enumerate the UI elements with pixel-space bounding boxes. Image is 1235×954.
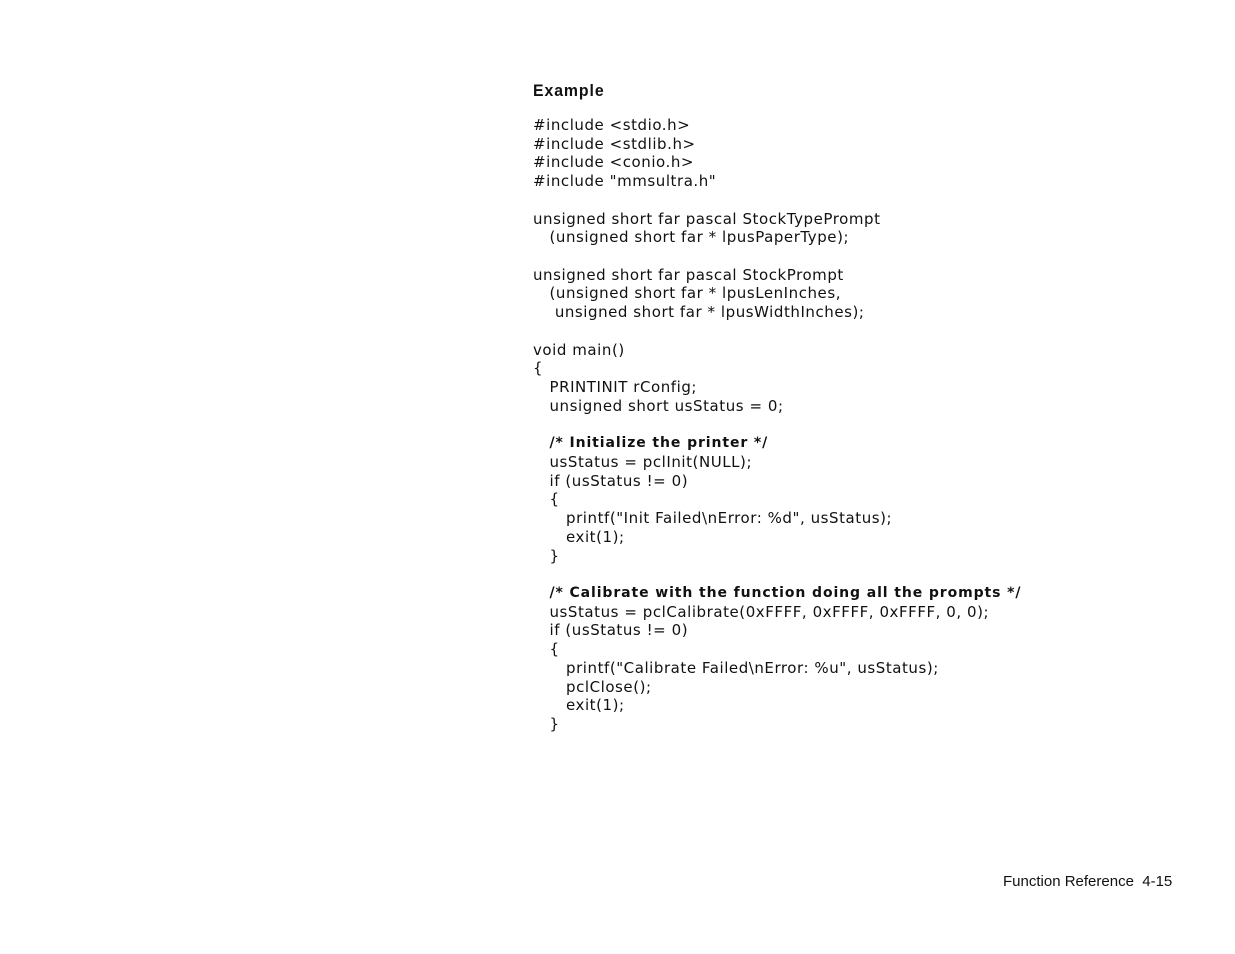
code-line: { (549, 490, 560, 509)
code-line: usStatus = pclCalibrate(0xFFFF, 0xFFFF, 0xFFFF, 0, 0); (549, 602, 990, 621)
code-line: (unsigned short far * lpusPaperType); (549, 228, 850, 247)
code-line: } (549, 715, 560, 733)
code-line: unsigned short far pascal StockPrompt (533, 265, 844, 284)
code-comment: /* Calibrate with the function doing all the prompts */ (549, 584, 1022, 601)
blank-line (533, 247, 1021, 266)
code-line: printf("Init Failed\nError: %d", usStatus); (566, 509, 893, 528)
code-line: void main() (533, 340, 625, 359)
section-heading: Example (533, 81, 605, 100)
code-line: #include <stdlib.h> (533, 134, 696, 153)
code-line: #include <stdio.h> (533, 116, 691, 134)
code-line: { (549, 640, 560, 659)
code-line: exit(1); (566, 696, 625, 715)
code-line: usStatus = pclInit(NULL); (549, 452, 753, 471)
code-line: unsigned short far pascal StockTypePrompt (533, 209, 881, 228)
code-line: { (533, 359, 544, 378)
blank-line (533, 191, 1021, 210)
code-line: if (usStatus != 0) (549, 471, 689, 490)
code-line: (unsigned short far * lpusLenInches, (549, 284, 842, 303)
code-line: exit(1); (566, 527, 625, 546)
code-line: printf("Calibrate Failed\nError: %u", usStatus); (566, 658, 939, 677)
code-line: #include <conio.h> (533, 153, 695, 172)
code-line: unsigned short far * lpusWidthInches); (549, 303, 865, 322)
blank-line (533, 322, 1021, 341)
code-line: #include "mmsultra.h" (533, 172, 717, 191)
code-line: pclClose(); (566, 677, 652, 696)
code-line: if (usStatus != 0) (549, 621, 689, 640)
blank-line (533, 565, 1021, 584)
code-comment: /* Initialize the printer */ (549, 435, 769, 452)
page-footer: Function Reference 4-15 (1003, 873, 1173, 890)
blank-line (533, 416, 1021, 435)
code-example (533, 116, 1021, 734)
code-line: } (549, 546, 560, 565)
code-line: PRINTINIT rConfig; (549, 378, 698, 397)
code-line: unsigned short usStatus = 0; (549, 396, 784, 415)
